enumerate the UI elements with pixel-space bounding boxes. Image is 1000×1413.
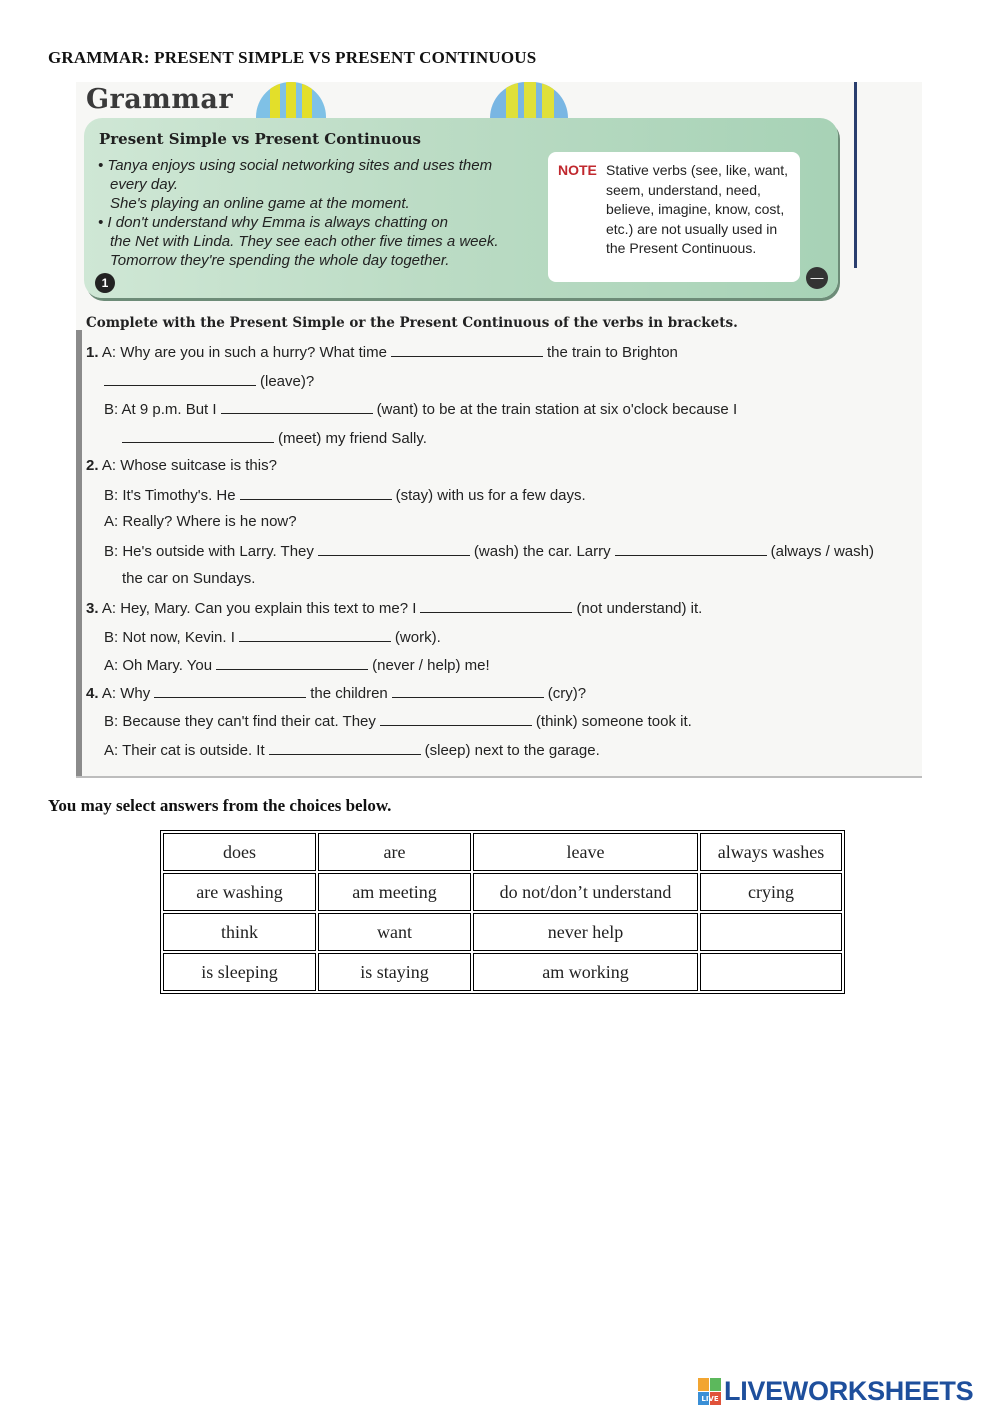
item-number: 1. [86,344,99,361]
logo-letters: LIVE [701,1395,719,1403]
exercise-line [100,371,314,390]
grammar-heading: Grammar [86,84,234,115]
line-text: (sleep) next to the garage. [424,742,600,759]
choice-cell: leave [473,833,698,871]
choices-table [160,830,845,994]
line-text: (leave)? [260,373,315,390]
table-row [163,833,842,871]
line-text: (stay) with us for a few days. [395,487,586,504]
line-text: A: Why [101,685,151,702]
answer-blank[interactable] [420,598,572,613]
exercise-line [118,428,427,447]
line-text: A: Why are you in such a hurry? What time [101,344,387,361]
exercise-line [86,683,586,702]
page-title: GRAMMAR: PRESENT SIMPLE VS PRESENT CONTINUOUS [48,48,537,67]
brand-name: LIVEWORKSHEETS [724,1376,974,1406]
choice-cell: never help [473,913,698,951]
section-number-badge: 1 [95,273,115,293]
note-label: NOTE [558,162,597,178]
choice-cell: always washes [700,833,842,871]
answer-blank[interactable] [615,541,767,556]
exercise-line [104,485,586,504]
choices-heading: You may select answers from the choices below. [48,796,392,815]
line-text: B: He's outside with Larry. They [104,543,314,560]
choice-cell: are [318,833,471,871]
choice-cell: am working [473,953,698,991]
line-text: B: At 9 p.m. But I [104,401,217,418]
exercise-line [122,570,255,587]
line-text: (meet) my friend Sally. [278,430,427,447]
line-text: the car on Sundays. [122,570,256,587]
example-line: Tomorrow they're spending the whole day together. [110,252,450,269]
answer-blank[interactable] [269,740,421,755]
note-box [548,152,800,282]
scan-bottom-edge [76,776,922,778]
grammar-examples [98,156,548,270]
answer-blank[interactable] [216,655,368,670]
exercise-line [104,627,441,646]
answer-blank[interactable] [391,342,543,357]
line-text: (want) to be at the train station at six o'clock because I [376,401,738,418]
item-number: 2. [86,457,99,474]
choice-cell: think [163,913,316,951]
exercise-line [86,598,702,617]
line-text: A: Really? Where is he now? [104,513,297,530]
exercise-line [86,342,678,361]
table-row [163,953,842,991]
example-line: • I don't understand why Emma is always chatting on [98,214,448,231]
exercise-line [104,740,600,759]
line-text: B: Because they can't find their cat. They [104,713,376,730]
answer-blank[interactable] [154,683,306,698]
choice-cell: do not/don’t understand [473,873,698,911]
line-text: the train to Brighton [546,344,678,361]
answer-blank[interactable] [240,485,392,500]
answer-blank[interactable] [239,627,391,642]
line-text: B: Not now, Kevin. I [104,629,235,646]
exercise-line [104,711,692,730]
exercise-line [104,513,297,530]
arrow-circle-icon: — [806,267,828,289]
line-text: A: Oh Mary. You [104,657,213,674]
line-text: A: Whose suitcase is this? [101,457,277,474]
exercise-line [104,541,874,560]
example-line: every day. [110,176,179,193]
answer-blank[interactable] [104,371,256,386]
example-line: • Tanya enjoys using social networking sites and uses them [98,157,493,174]
grammar-subtitle: Present Simple vs Present Continuous [99,130,421,148]
line-text: (never / help) me! [372,657,490,674]
line-text: (think) someone took it. [535,713,692,730]
item-number: 3. [86,600,99,617]
line-text: A: Hey, Mary. Can you explain this text to me? I [101,600,417,617]
choice-cell: are washing [163,873,316,911]
item-number: 4. [86,685,99,702]
line-text: (work). [394,629,441,646]
table-row [163,873,842,911]
line-text: (always / wash) [770,543,874,560]
choice-cell: am meeting [318,873,471,911]
scan-shadow-edge [76,330,82,778]
line-text: (not understand) it. [576,600,703,617]
choice-cell: crying [700,873,842,911]
answer-blank[interactable] [380,711,532,726]
answer-blank[interactable] [221,399,373,414]
choice-cell: is staying [318,953,471,991]
exercise-line [86,457,277,474]
answer-blank[interactable] [122,428,274,443]
exercise-line [104,399,737,418]
example-line: the Net with Linda. They see each other five times a week. [110,233,499,250]
logo-icon [698,1378,722,1406]
choice-cell [700,913,842,951]
choice-cell: does [163,833,316,871]
choice-cell: is sleeping [163,953,316,991]
line-text: the children [310,685,388,702]
example-line: She's playing an online game at the moment. [110,195,410,212]
table-row [163,913,842,951]
answer-blank[interactable] [392,683,544,698]
page-divider [854,82,857,268]
choice-cell: want [318,913,471,951]
line-text: (cry)? [547,685,587,702]
liveworksheets-logo [698,1378,993,1410]
line-text: (wash) the car. Larry [473,543,611,560]
line-text: B: It's Timothy's. He [104,487,236,504]
note-text: Stative verbs (see, like, want, seem, understand, need, believe, imagine, know, cost, etc.) are not usually used in the Present Continuous. [606,162,789,256]
choice-cell [700,953,842,991]
answer-blank[interactable] [318,541,470,556]
exercise-line [104,655,490,674]
exercise-instruction: Complete with the Present Simple or the Present Continuous of the verbs in brackets. [86,315,738,331]
line-text: A: Their cat is outside. It [104,742,265,759]
